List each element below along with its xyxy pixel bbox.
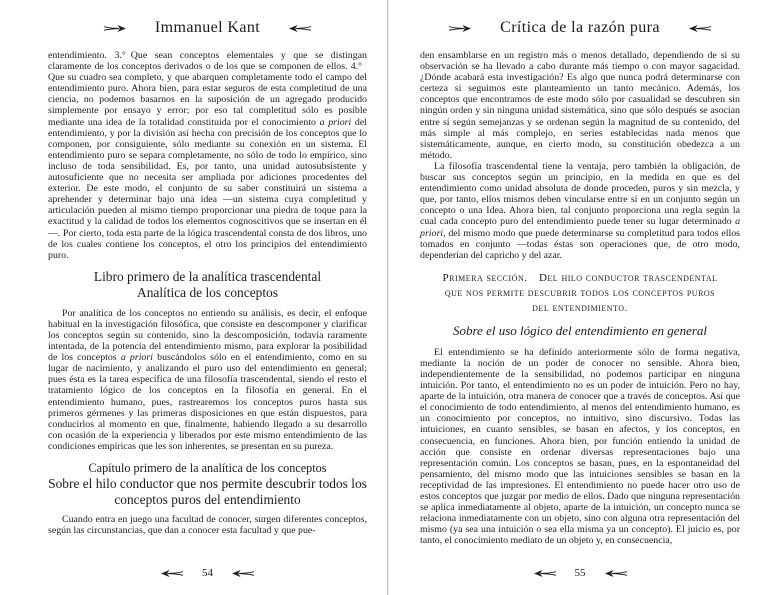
right-page [388,0,776,595]
left-page-number: 54 [202,567,213,579]
right-header-title: Crítica de la razón pura [500,19,660,36]
paragraph: Por analítica de los conceptos no entiendo su análisis, es decir, el enfoque habitual en la investigación filosófica, que consiste en descomponer y clarificar los conceptos según su contenido, sino la descomposición, todavía raramente intentada, de la potencia del entendimiento mismo, para explorar la posibilidad de los conceptos a priori buscándolos sólo en el entendimiento, como en su lugar de nacimiento, y analizando el puro uso del entendimiento en general; pues ésta es la tarea específica de una filosofía trascendental, siendo el resto el tratamiento lógico de los conceptos en la filosofía en general. En el entendimiento humano, pues, rastrearemos los conceptos puros hasta sus primeros gérmenes y las primeras disposiciones en que están dispuestos, para conducirlos al momento en que, finalmente, habiendo llegado a su desarrollo con ocasión de la experiencia y liberados por este mismo entendimiento de las condiciones empíricas que les son inherentes, se presentan en su pureza. [48,307,367,452]
paragraph: Cuando entra en juego una facultad de conocer, surgen diferentes conceptos, según las circunstancias, que dan a conocer esta facultad y que pue- [48,514,367,537]
arrow-flourish-icon [688,24,712,33]
italic-phrase: a priori [319,116,352,128]
italic-phrase: a priori [120,352,153,364]
left-running-header [48,16,367,40]
arrow-flourish-icon [533,569,557,578]
paragraph: den ensamblarse en un registro más o menos detallado, dependiendo de si su observación se ha llevado a cabo durante más tiempo o con mayor sagacidad. ¿Dónde acabará esta investigación? Es algo que nunca podrá determinarse con certeza si seguimos este planteamiento un tanto mecánico. Además, los conceptos que encontramos de este modo sólo por casualidad se descubren sin ningún orden y sin ninguna unidad sistemática, sino que sólo después se asocian entre sí según semejanzas y se ordenan según la magnitud de su contenido, del más simple al más complejo, en series establecidas nada menos que sistemáticamente, aunque, en cierto modo, su constitución obedezca a un método. [420,50,740,161]
heading-line: Sobre el uso lógico del entendimiento en general [452,322,708,338]
heading-line: Sobre el hilo conductor que nos permite descubrir todos los conceptos puros del entendimiento [48,476,367,507]
arrow-flourish-icon [288,24,312,33]
chapter-heading [48,461,367,508]
left-page-content [48,50,367,536]
right-page-content [420,50,740,546]
right-page-footer [420,566,740,580]
book-heading [48,269,367,301]
left-header-title: Immanuel Kant [154,19,261,36]
arrow-flourish-icon [604,569,628,578]
arrow-flourish-icon [103,24,127,33]
heading-line: Capítulo primero de la analítica de los conceptos [88,461,327,475]
arrow-flourish-icon [231,569,255,578]
section-heading [420,271,740,316]
arrow-flourish-icon [160,569,184,578]
left-page-footer [48,566,367,580]
right-running-header [420,16,740,40]
paragraph: La filosofía trascendental tiene la ventaja, pero también la obligación, de buscar sus conceptos según un principio, en la medida en que es del entendimiento como unidad absoluta de donde proceden, puros y sin mezcla, y que, por tanto, ellos mismos deben vincularse entre sí en un conjunto según un concepto o una Idea. Ahora bien, tal conjunto proporciona una regla según la cual cada concepto puro del entendimiento puede tener su lugar determinado a priori, del mismo modo que puede determinarse su completitud para todos ellos tomados en conjunto —todas éstas son operaciones que, de otro modo, dependerían del capricho y del azar. [420,160,740,261]
paragraph: entendimiento. 3.° Que sean conceptos elementales y que se distingan claramente de los conceptos derivados o de los que se componen de ellos. 4.° Que su cuadro sea completo, y que abarquen completamente todo el campo del entendimiento puro. Ahora bien, para estar seguros de esta completitud de una ciencia, no podemos basarnos en la suposición de un agregado producido simplemente por ensayo y error; por eso tal completitud sólo es posible mediante una idea de la totalidad constituida por el conocimiento a priori del entendimiento, y por la división así hecha con precisión de los conceptos que lo componen, por consiguiente, sólo mediante su conexión en un sistema. El entendimiento puro se separa completamente, no sólo de todo lo empírico, sino incluso de toda sensibilidad. Es, por tanto, una unidad autosubsistente y autosuficiente que no necesita ser ampliada por adiciones procedentes del exterior. De este modo, el conjunto de su saber constituirá un sistema a aprehender y determinar bajo una idea —un sistema cuya completitud y articulación pueden al mismo tiempo proporcionar una piedra de toque para la exactitud y la calidad de todos los elementos cognoscitivos que se insertan en él—. Por cierto, toda esta parte de la lógica trascendental consta de dos libros, uno de los cuales contiene los conceptos, el otro los principios del entendimiento puro. [48,50,367,261]
heading-line: Libro primero de la analítica trascendental [93,268,322,284]
heading-line: Primera sección. Del hilo conductor trascendental que nos permite descubrir todos los conceptos puros del entendimiento. [442,271,718,314]
right-page-number: 55 [574,567,586,579]
subsection-heading [420,323,740,339]
arrow-flourish-icon [448,24,472,33]
italic-phrase: a priori [420,216,740,239]
paragraph: El entendimiento se ha definido anteriormente sólo de forma negativa, mediante la noción de un poder de conocer no sensible. Ahora bien, independientemente de la sensibilidad, no podemos participar en ninguna intuición. Por tanto, el entendimiento no es un poder de intuición. Pero no hay, aparte de la intuición, otra manera de conocer que a través de conceptos. Así que el conocimiento de todo entendimiento, al menos del entendimiento humano, es un conocimiento por conceptos, no intuitivo, sino discursivo. Todas las intuiciones, en cuanto sensibles, se basan en afectos, y los conceptos, en consecuencia, en funciones. Ahora bien, por función entiendo la unidad de acción que consiste en ordenar diversas representaciones bajo una representación común. Los conceptos se basan, pues, en la espontaneidad del pensamiento, del mismo modo que las intuiciones sensibles se basan en la receptividad de las impresiones. El entendimiento no puede hacer otro uso de estos conceptos que juzgar por medio de ellos. Dado que ninguna representación se aplica inmediatamente al objeto, aparte de la intuición, un concepto nunca se relaciona inmediatamente con un objeto, sino con alguna otra representación del mismo (ya sea una intuición o sea ella misma ya un concepto). El juicio es, por tanto, el conocimiento mediato de un objeto y, en consecuencia, [420,346,740,547]
heading-line: Analítica de los conceptos [137,284,278,300]
